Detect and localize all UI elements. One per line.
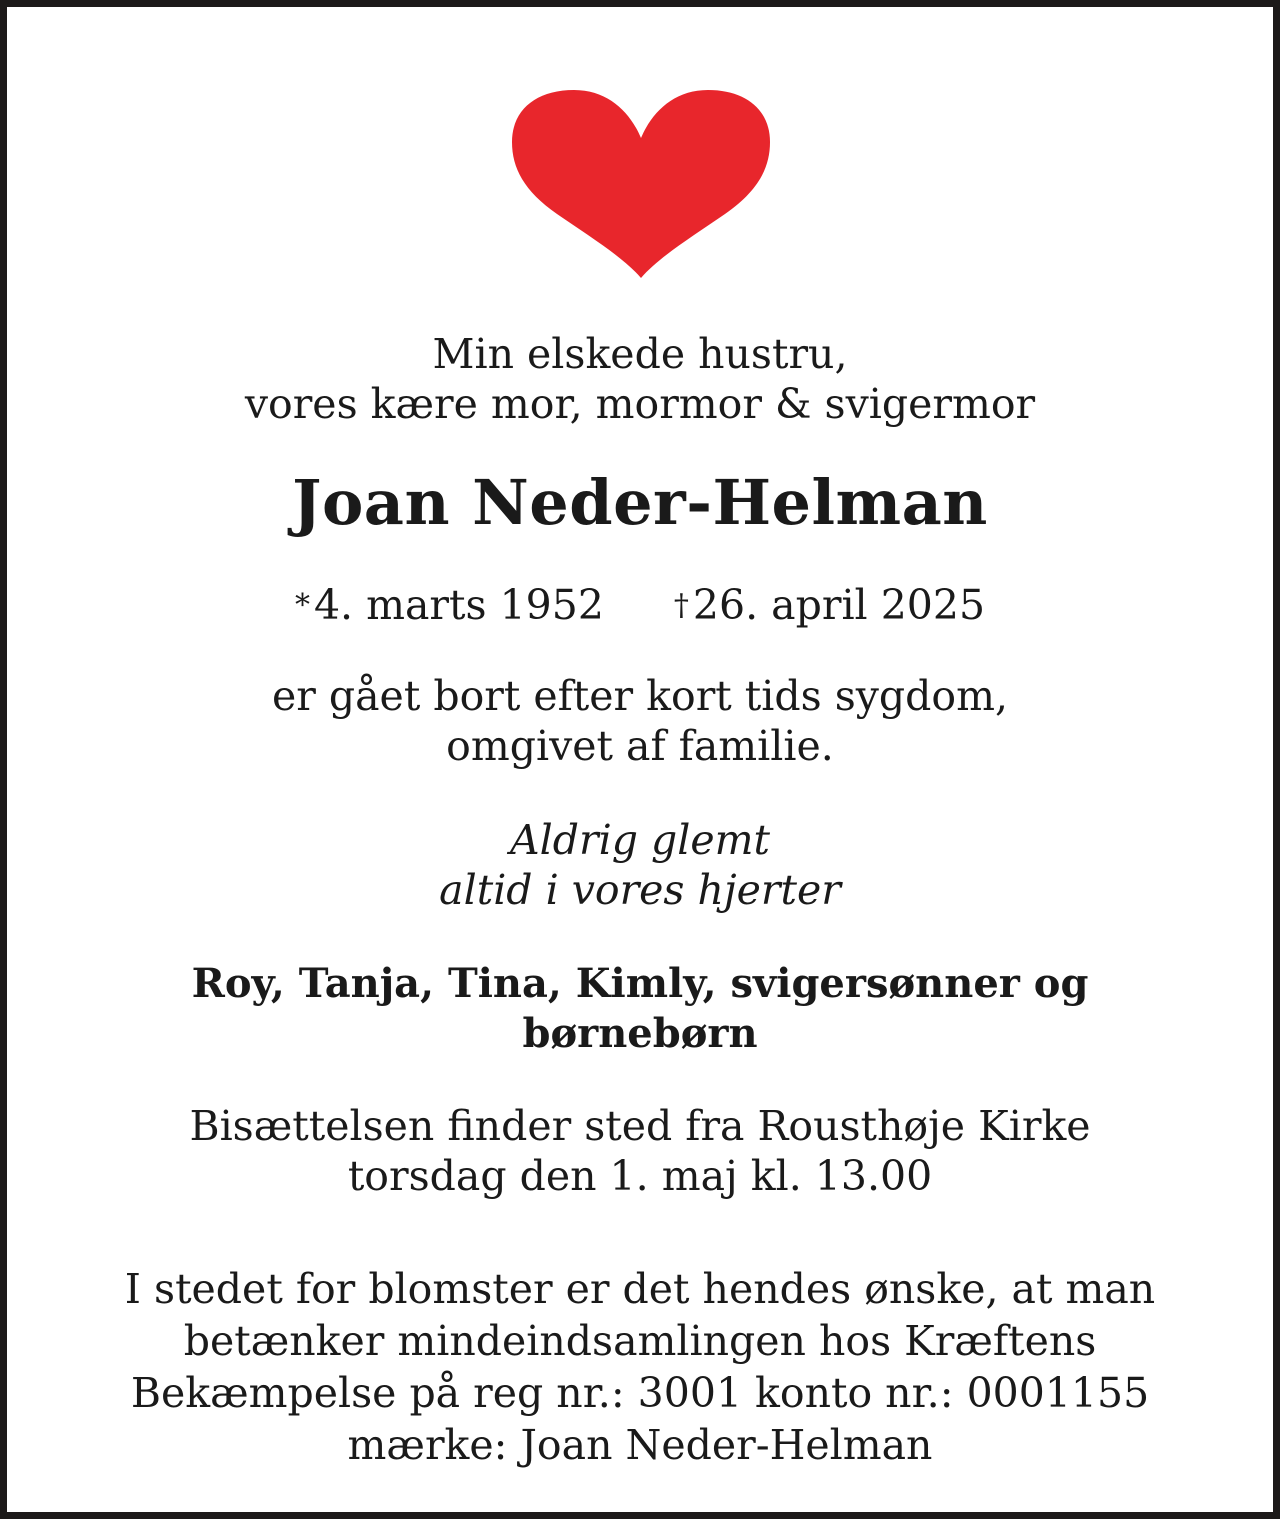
family-signatures [7,959,1273,1059]
family-line: Roy, Tanja, Tina, Kimly, svigersønner og [191,960,1089,1007]
passing-line: omgivet af familie. [446,722,834,770]
service-line: Bisættelsen finder sted fra Rousthøje Kirke [189,1102,1091,1150]
intro-line: Min elskede hustru, [432,330,848,378]
death-cross-icon: † [673,588,689,623]
service-line: torsdag den 1. maj kl. 13.00 [347,1152,933,1200]
birth-star-icon: * [294,588,310,623]
death-date: 26. april 2025 [692,581,986,629]
memorial-quote [7,815,1273,915]
donation-info [7,1263,1273,1471]
birth-date: 4. marts 1952 [313,581,604,629]
life-dates [7,577,1273,634]
quote-line: Aldrig glemt [510,816,770,864]
passing-statement [7,671,1273,771]
intro-line: vores kære mor, mormor & svigermor [244,380,1036,428]
donation-line: mærke: Joan Neder-Helman [347,1421,933,1469]
donation-line: Bekæmpelse på reg nr.: 3001 konto nr.: 0001155 [130,1369,1150,1417]
donation-line: I stedet for blomster er det hendes ønske, at man [124,1265,1156,1313]
deceased-name: Joan Neder-Helman [292,466,988,539]
intro-text [7,329,1273,429]
funeral-service-info [7,1101,1273,1201]
quote-line: altid i vores hjerter [439,866,841,914]
passing-line: er gået bort efter kort tids sygdom, [271,672,1009,720]
donation-line: betænker mindeindsamlingen hos Kræftens [183,1317,1097,1365]
heart-icon [512,90,770,278]
family-line: børnebørn [522,1010,758,1057]
